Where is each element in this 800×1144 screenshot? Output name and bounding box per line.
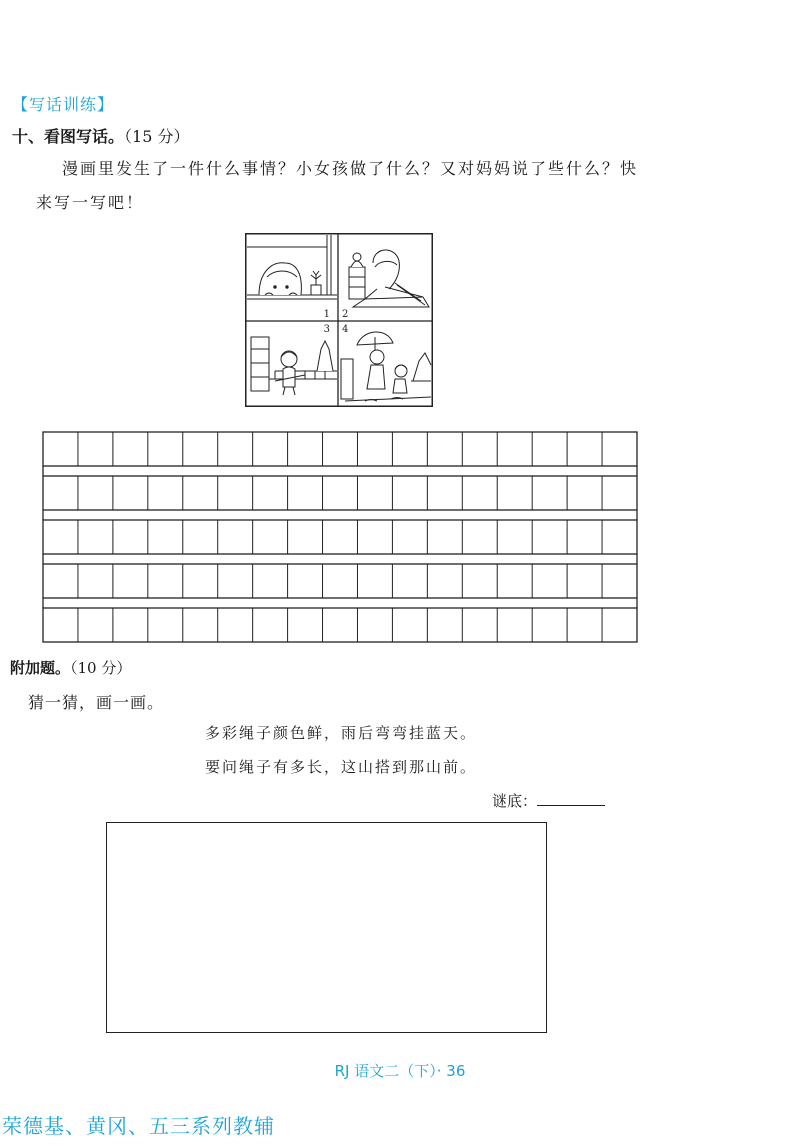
drawing-box[interactable]: [106, 822, 547, 1033]
grid-row[interactable]: [43, 608, 637, 642]
riddle-line2: 要问绳子有多长，这山搭到那山前。: [205, 758, 478, 776]
riddle-line1: 多彩绳子颜色鲜，雨后弯弯挂蓝天。: [205, 724, 478, 742]
question-points: （15 分）: [124, 127, 190, 146]
riddle-answer: [492, 790, 605, 811]
riddle-answer-label: 谜底：: [492, 792, 538, 810]
bonus-instruction: 猜一猜，画一画。: [28, 693, 165, 712]
section-tag: 【写话训练】: [12, 95, 115, 114]
comic-illustration: [245, 233, 433, 407]
riddle-answer-blank[interactable]: [537, 791, 605, 806]
grid-row[interactable]: [43, 520, 637, 554]
question-title: [12, 124, 189, 147]
panel-number-1: 1: [323, 309, 330, 320]
bonus-title: [10, 657, 131, 678]
panel-number-4: 4: [342, 324, 349, 335]
page-footer: RJ 语文二（下）· 36: [334, 1062, 466, 1080]
question-prompt-line1: 漫画里发生了一件什么事情？小女孩做了什么？又对妈妈说了些什么？快: [62, 159, 639, 178]
writing-grid[interactable]: [42, 431, 638, 643]
question-title-text: 十、看图写话。: [12, 127, 125, 146]
panel-number-3: 3: [323, 324, 330, 335]
bonus-title-text: 附加题。: [10, 659, 71, 677]
brand-text: 荣德基、黄冈、五三系列教辅: [2, 1114, 275, 1138]
grid-row[interactable]: [43, 476, 637, 510]
bonus-points: （10 分）: [70, 659, 132, 677]
grid-row[interactable]: [43, 432, 637, 466]
grid-row[interactable]: [43, 564, 637, 598]
panel-number-2: 2: [342, 309, 349, 320]
question-prompt-line2: 来写一写吧！: [36, 193, 145, 212]
